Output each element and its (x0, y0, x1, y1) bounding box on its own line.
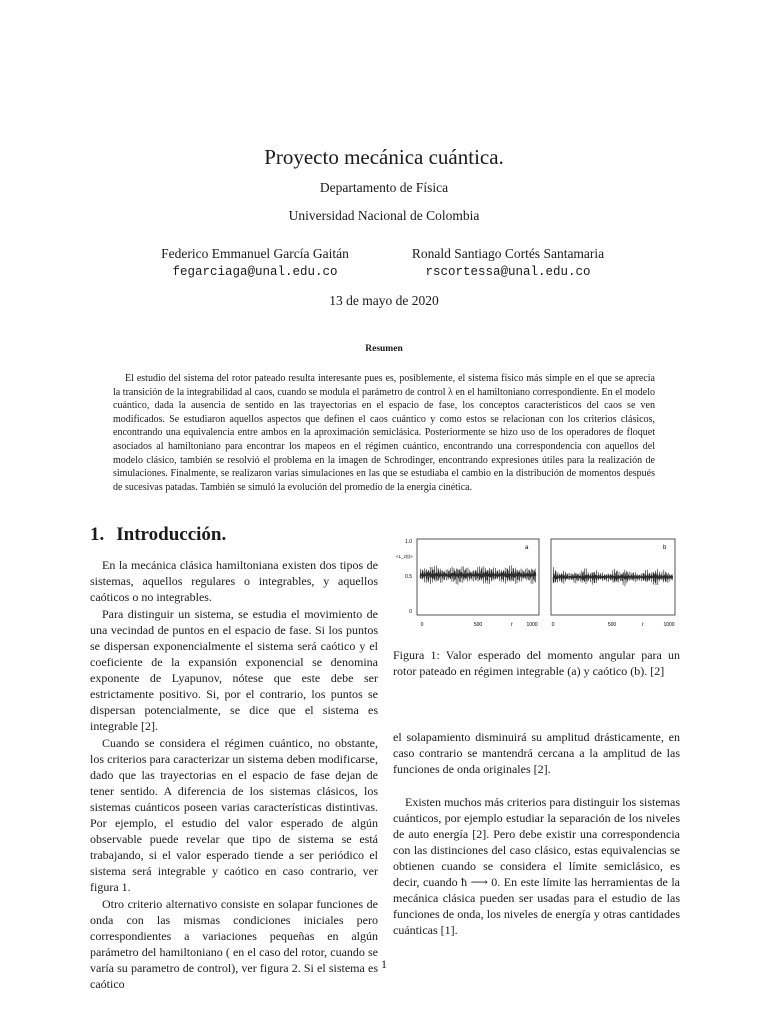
paragraph: Cuando se considera el régimen cuántico, no obstante, los criterios para caracterizar un sistema deben modificarse, dado que las trayectorias en el espacio de fase dejan de tener sentido. A diferencia de los sistemas clásicos, los sistemas cuánticos poseen varias características distintivas. Por ejemplo, el estudio del valor esperado de algún observable puede revelar que tipo de sistema se está trabajando, si el valor esperado tiende a ser periódico el sistema será integrable y caótico en caso contrario, ver figura 1. (90, 736, 378, 894)
paragraph: Existen muchos más criterios para distinguir los sistemas cuánticos, por ejemplo estudiar la separación de los niveles de auto energía [2]. Pero debe existir una correspondencia con las distinciones del caso clásico, estas equivalencias se obtienen cuando se considera el límite semiclásico, es decir, cuando ħ ⟶ 0. En este límite las herramientas de la mecánica clásica pueden ser usadas para el estudio de las funciones de onda, los niveles de energía y otras cantidades cuánticas [1]. (393, 795, 680, 937)
panel-a-xlabel: t (511, 622, 513, 628)
panel-a-ytick: 0 (409, 609, 412, 615)
panel-b-label: b (663, 545, 667, 551)
author-1-name: Federico Emmanuel García Gaitán (161, 246, 349, 261)
panel-a-label: a (525, 545, 529, 551)
panel-a-xtick: 1000 (526, 622, 538, 628)
abstract-text: El estudio del sistema del rotor pateado resulta interesante pues es, posiblemente, el sistema físico más simple en el que se aprecia la transición de la integrabilidad al caos, cuando se modula el parámetro de control λ en el hamiltoniano correspondiente. En el modelo cuántico, dada la ausencia de sentido en las trayectorias en el espacio de fase, los conceptos característicos del caos se ven modificados. Se estudiaron aquellos aspectos que definen el caos cuántico y como estos se relacionan con los criterios clásicos, encontrando una equivalencia entre ambos en la aproximación semiclásica. Posteriormente se hizo uso de los operadores de floquet asociados al hamiltoniano para encontrar los mapeos en el régimen cuántico, encontrando una correspondencia con aquellos del modelo clásico, también se resolvió el problema en la imagen de Schrodinger, encontrando expresiones útiles para la realización de simulaciones. Finalmente, se realizaron varias simulaciones en las que se estudiaba el cambio en la distribución de momentos después de sucesivas patadas. También se simuló la evolución del promedio de la energía cinética. (113, 373, 655, 493)
figure-1-plots (393, 533, 680, 633)
panel-a-ytick: 0.5 (405, 574, 412, 580)
panel-a-ylabel: <L_z(t)> (396, 554, 413, 559)
author-2-email: rscortessa@unal.edu.co (425, 265, 591, 279)
panel-a-xtick: 500 (473, 622, 483, 628)
author-2-name: Ronald Santiago Cortés Santamaria (411, 246, 605, 261)
section-heading (90, 524, 226, 546)
author-2 (400, 246, 616, 279)
panel-b-xtick: 1000 (663, 622, 675, 628)
section-number: 1. (90, 524, 105, 545)
abstract-heading: Resumen (365, 344, 403, 354)
paper-title: Proyecto mecánica cuántica. (264, 145, 504, 169)
paragraph: Para distinguir un sistema, se estudia el movimiento de una vecindad de puntos en el espacio de fase. Si los puntos se dispersan exponencialmente el sistema será caótico y el coeficiente de la expansión exponencial se denomina exponente de Lyapunov, nótese que este debe ser estrictamente positivo. Si, por el contrario, los puntos se dispersan potencialmente, se dice que el sistema es integrable [2]. (90, 607, 378, 733)
paper-date: 13 de mayo de 2020 (329, 293, 439, 308)
author-1 (150, 246, 360, 279)
right-column (393, 729, 680, 938)
paragraph: En la mecánica clásica hamiltoniana existen dos tipos de sistemas, aquellos regulares o integrables, y aquellos caóticos o no integrables. (90, 558, 378, 604)
figure-caption: Figura 1: Valor esperado del momento angular para un rotor pateado en régimen integrable (a) y caótico (b). [2] (393, 648, 680, 678)
left-column (90, 557, 378, 992)
section-title: Introducción. (116, 524, 227, 545)
panel-a-xtick: 0 (420, 622, 424, 628)
panel-b-xlabel: t (642, 622, 644, 628)
panel-b-xtick: 500 (607, 622, 617, 628)
figure-1 (393, 533, 680, 633)
panel-b-xtick: 0 (551, 622, 555, 628)
author-1-email: fegarciaga@unal.edu.co (172, 265, 338, 279)
paragraph: el solapamiento disminuirá su amplitud drásticamente, en caso contrario se mantendrá cercana a la amplitud de las funciones de onda originales [2]. (393, 730, 680, 776)
page-number: 1 (381, 957, 387, 971)
panel-a-ytick: 1.0 (405, 539, 412, 545)
department: Departamento de Física (319, 180, 449, 195)
paragraph: Otro criterio alternativo consiste en solapar funciones de onda con las mismas condiciones iniciales pero correspondientes a variaciones pequeñas en algún parámetro del hamiltoniano ( en el caso del rotor, cuando se varía su parametro de control), ver figura 2. Si el sistema es caótico (90, 897, 378, 991)
university: Universidad Nacional de Colombia (288, 208, 480, 223)
